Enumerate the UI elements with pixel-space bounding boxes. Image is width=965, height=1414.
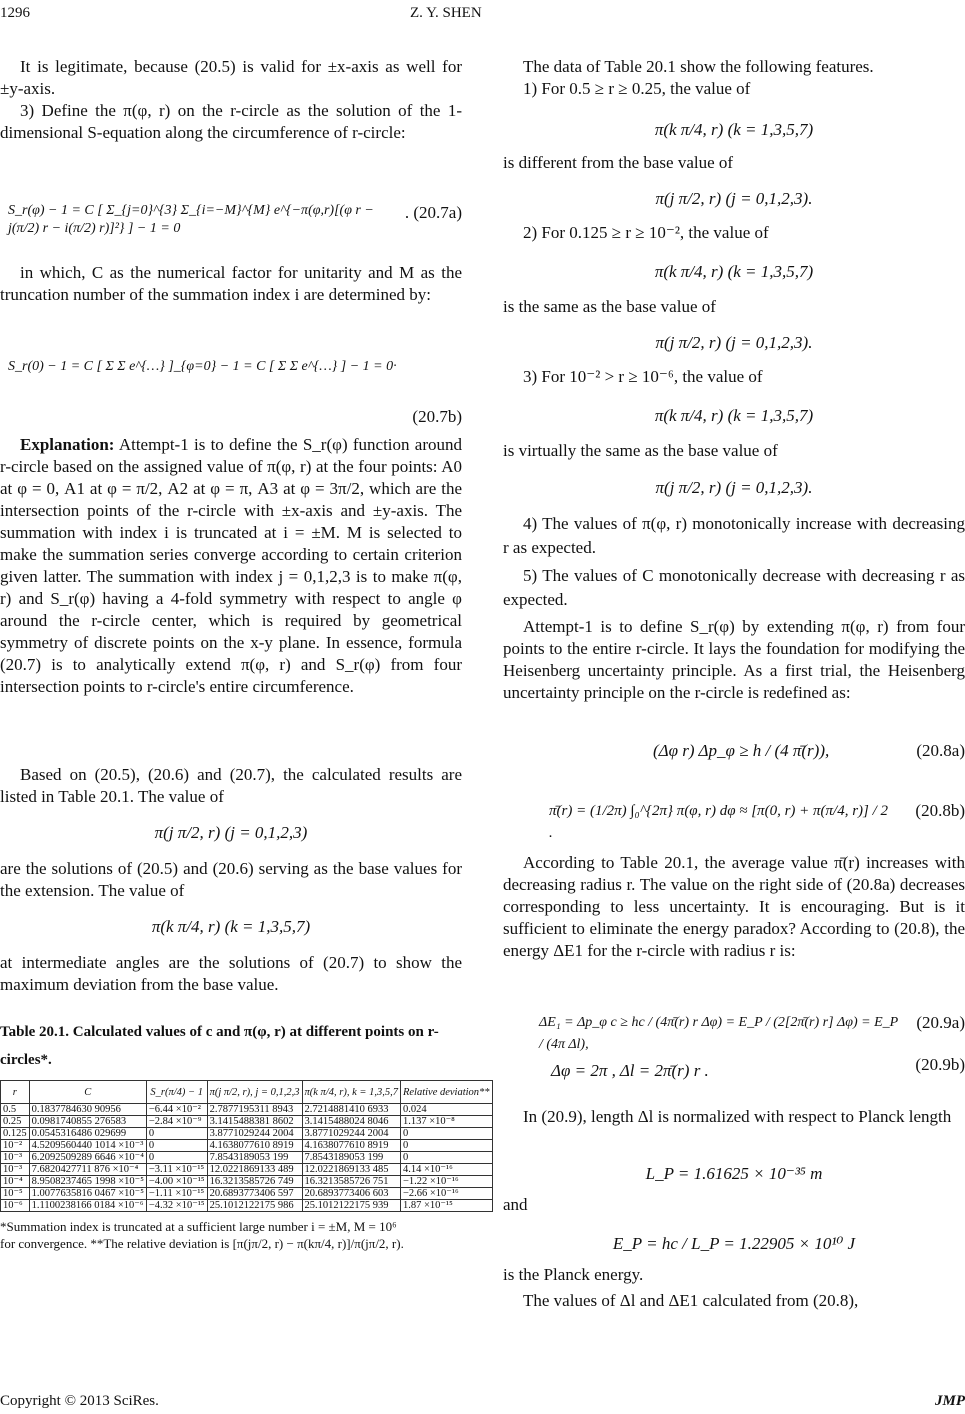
equation-20-9b: [503, 1052, 965, 1096]
table-cell: −2.84 ×10⁻⁹: [146, 1116, 207, 1128]
table-cell: 3.8771029244 2004: [207, 1128, 302, 1140]
table-header-cell: π(j π/2, r), j = 0,1,2,3: [207, 1081, 302, 1104]
table-cell: −2.66 ×10⁻¹⁶: [400, 1188, 492, 1200]
table-row: [1, 1104, 493, 1116]
equation-intermediate-values: π(k π/4, r) (k = 1,3,5,7): [151, 917, 311, 936]
paragraph: in which, C as the numerical factor for unitarity and M as the truncation number of the summation index i are determined by:: [0, 263, 462, 304]
table-cell: 0.1837784630 90956: [29, 1104, 146, 1116]
equation: π(k π/4, r) (k = 1,3,5,7): [654, 406, 814, 425]
table-header-cell: C: [29, 1081, 146, 1104]
table-cell: 1.137 ×10⁻⁸: [400, 1116, 492, 1128]
table-cell: 7.8543189053 199: [207, 1152, 302, 1164]
table-cell: 16.3213585726 751: [302, 1176, 400, 1188]
equation-20-9a: [503, 1000, 965, 1052]
table-cell: 10⁻²: [1, 1140, 30, 1152]
right-column: [503, 52, 965, 1316]
paragraph: is the same as the base value of: [503, 297, 716, 316]
table-cell: 0: [146, 1128, 207, 1140]
table-cell: 25.1012122175 986: [207, 1200, 302, 1212]
paragraph: is the Planck energy.: [503, 1265, 644, 1284]
equation-planck-length: L_P = 1.61625 × 10⁻³⁵ m: [645, 1164, 823, 1183]
table-row: [1, 1200, 493, 1212]
table-cell: 20.6893773406 603: [302, 1188, 400, 1200]
table-cell: 0.024: [400, 1104, 492, 1116]
equation-number: (20.8b): [915, 801, 965, 820]
equation-body: S_r(0) − 1 = C [ Σ Σ e^{…} ]_{φ=0} − 1 = C [ Σ Σ e^{…} ] − 1 = 0·: [8, 359, 397, 374]
table-cell: 0: [400, 1140, 492, 1152]
table-cell: 3.1415488024 8046: [302, 1116, 400, 1128]
feature-4: 4) The values of π(φ, r) monotonically increase with decreasing r as expected.: [503, 514, 965, 557]
equation-body: π̄(r) = (1/2π) ∫₀^{2π} π(φ, r) dφ ≈ [π(0, r) + π(π/4, r)] / 2 .: [549, 803, 889, 841]
equation-number: (20.8a): [916, 741, 965, 760]
table-cell: 4.1638077610 8919: [302, 1140, 400, 1152]
equation-20-7a: [0, 166, 462, 262]
table-cell: 0.25: [1, 1116, 30, 1128]
table-cell: 0: [146, 1152, 207, 1164]
table-cell: 16.3213585726 749: [207, 1176, 302, 1188]
table-cell: 0: [400, 1128, 492, 1140]
table-header-cell: S_r(π/4) − 1: [146, 1081, 207, 1104]
paragraph: 3) Define the π(φ, r) on the r-circle as the solution of the 1-dimensional S-equation along the circumference of r-circle:: [0, 101, 462, 142]
equation-20-8b: [503, 778, 965, 844]
feature-5: 5) The values of C monotonically decrease with decreasing r as expected.: [503, 566, 965, 609]
table-row: [1, 1164, 493, 1176]
table-cell: 10⁻³: [1, 1152, 30, 1164]
table-caption: Table 20.1. Calculated values of c and π(φ, r) at different points on r-circles*.: [0, 1024, 439, 1068]
paragraph: The data of Table 20.1 show the following features.: [523, 57, 874, 76]
table-cell: 4.1638077610 8919: [207, 1140, 302, 1152]
table-cell: 0.5: [1, 1104, 30, 1116]
equation-number: . (20.7a): [404, 203, 462, 222]
equation: π(j π/2, r) (j = 0,1,2,3).: [655, 189, 813, 208]
equation-body: Δφ = 2π , Δl = 2π̄(r) r .: [551, 1061, 709, 1080]
feature-3: 3) For 10⁻² > r ≥ 10⁻⁶, the value of: [523, 367, 763, 386]
footnote-line: for convergence. **The relative deviation is [π(jπ/2, r) − π(kπ/4, r)]/π(jπ/2, r).: [0, 1236, 404, 1251]
equation-body: ΔE₁ = Δp_φ c ≥ hc / (4π̄(r) r Δφ) = E_P / (2[2π̄(r) r] Δφ) = E_P / (4π Δl),: [539, 1015, 898, 1052]
table-cell: 12.0221869133 485: [302, 1164, 400, 1176]
equation-number: (20.7b): [412, 407, 462, 426]
table-body: [1, 1104, 493, 1212]
paragraph: is different from the base value of: [503, 153, 734, 172]
equation-20-7b: [0, 328, 462, 428]
table-header-cell: r: [1, 1081, 30, 1104]
table-row: [1, 1116, 493, 1128]
table-cell: 2.7877195311 8943: [207, 1104, 302, 1116]
equation: π(j π/2, r) (j = 0,1,2,3).: [655, 478, 813, 497]
paragraph: are the solutions of (20.5) and (20.6) serving as the base values for the extension. The value of: [0, 859, 462, 900]
table-row: [1, 1188, 493, 1200]
table-cell: 1.87 ×10⁻¹⁵: [400, 1200, 492, 1212]
equation: π(j π/2, r) (j = 0,1,2,3).: [655, 333, 813, 352]
table-cell: 3.1415488381 8602: [207, 1116, 302, 1128]
table-row: [1, 1128, 493, 1140]
paragraph: In (20.9), length Δl is normalized with respect to Planck length: [523, 1107, 952, 1126]
table-cell: 4.5209560440 1014 ×10⁻³: [29, 1140, 146, 1152]
paragraph: Based on (20.5), (20.6) and (20.7), the calculated results are listed in Table 20.1. The value of: [0, 765, 462, 806]
paragraph: is virtually the same as the base value of: [503, 441, 778, 460]
table-cell: −6.44 ×10⁻²: [146, 1104, 207, 1116]
paragraph: The values of Δl and ΔE1 calculated from (20.8),: [523, 1291, 859, 1310]
results-table: [0, 1080, 493, 1212]
paragraph: It is legitimate, because (20.5) is valid for ±x-axis as well for ±y-axis.: [0, 57, 462, 98]
table-header-cell: Relative deviation**: [400, 1081, 492, 1104]
equation-base-values: π(j π/2, r) (j = 0,1,2,3): [154, 823, 308, 842]
table-cell: −1.22 ×10⁻¹⁶: [400, 1176, 492, 1188]
paragraph: According to Table 20.1, the average value π̄(r) increases with decreasing radius r. The value on the right side of (20.8a) decreases corresponding to less uncertainty. It is encouraging. But is it sufficient to eliminate the energy paradox? According to (20.8), the energy ΔE1 for the r-circle with radius r is:: [503, 853, 965, 960]
table-cell: 20.6893773406 597: [207, 1188, 302, 1200]
table-cell: 1.1100238166 0184 ×10⁻⁶: [29, 1200, 146, 1212]
table-row: [1, 1140, 493, 1152]
table-cell: 0: [400, 1152, 492, 1164]
table-cell: 0.0981740855 276583: [29, 1116, 146, 1128]
table-cell: 10⁻⁴: [1, 1176, 30, 1188]
equation-20-8a: [503, 726, 965, 778]
equation: π(k π/4, r) (k = 1,3,5,7): [654, 262, 814, 281]
table-cell: 0.125: [1, 1128, 30, 1140]
table-cell: 10⁻³: [1, 1164, 30, 1176]
footer-copyright: Copyright © 2013 SciRes.: [0, 1393, 159, 1409]
table-cell: 6.2092509289 6646 ×10⁻⁴: [29, 1152, 146, 1164]
table-cell: 7.6820427711 876 ×10⁻⁴: [29, 1164, 146, 1176]
table-cell: 7.8543189053 199: [302, 1152, 400, 1164]
equation-body: (Δφ r) Δp_φ ≥ h / (4 π̄(r)),: [653, 741, 830, 760]
table-cell: 12.0221869133 489: [207, 1164, 302, 1176]
table-cell: 2.7214881410 6933: [302, 1104, 400, 1116]
table-header-cell: π(k π/4, r), k = 1,3,5,7: [302, 1081, 400, 1104]
table-cell: 25.1012122175 939: [302, 1200, 400, 1212]
table-cell: 3.8771029244 2004: [302, 1128, 400, 1140]
equation-planck-energy: E_P = hc / L_P = 1.22905 × 10¹⁰ J: [612, 1234, 856, 1253]
feature-1: 1) For 0.5 ≥ r ≥ 0.25, the value of: [523, 79, 751, 98]
table-cell: 0: [146, 1140, 207, 1152]
explanation-label: Explanation:: [20, 435, 115, 454]
paragraph: and: [503, 1195, 528, 1214]
table-row: [1, 1152, 493, 1164]
explanation-paragraph: [0, 434, 462, 764]
table-cell: 8.9508237465 1998 ×10⁻⁵: [29, 1176, 146, 1188]
left-column: [0, 52, 490, 1252]
page-number: 1296: [0, 5, 30, 21]
equation-number: (20.9b): [915, 1055, 965, 1074]
table-row: [1, 1176, 493, 1188]
running-title: Z. Y. SHEN: [410, 5, 482, 21]
equation: π(k π/4, r) (k = 1,3,5,7): [654, 120, 814, 139]
paragraph: at intermediate angles are the solutions of (20.7) to show the maximum deviation from the base value.: [0, 953, 462, 994]
table-header-row: [1, 1081, 493, 1104]
table-cell: 1.0077635816 0467 ×10⁻⁵: [29, 1188, 146, 1200]
footer-journal: JMP: [935, 1393, 965, 1409]
explanation-text: Attempt-1 is to define the S_r(φ) function around r-circle based on the assigned value of π(φ, r) at the four points: A0 at φ = 0, A1 at φ = π/2, A2 at φ = π, A3 at φ = 3π/2, which are the intersection points of the r-circle with ±x-axis and ±y-axis. The summation with index i is truncated at i = ±M. M is selected to make the summation series converge according to certain criterion given latter. The summation with index j = 0,1,2,3 is to make π(φ, r) and S_r(φ) having a 4-fold symmetry with respect to angle φ around the r-circle center, which is required by geometrical symmetry of discrete points on the x-y plane. In essence, formula (20.7) is to analytically extend π(φ, r) and S_r(φ) from four intersection points to r-circle's entire circumference.: [0, 435, 463, 696]
equation-body: S_r(φ) − 1 = C [ Σ_{j=0}^{3} Σ_{i=−M}^{M} e^{−π(φ,r)[(φ r − j(π/2) r − i(π/2) r)]²} ] − 1 = 0: [8, 203, 374, 236]
table-cell: −1.11 ×10⁻¹⁵: [146, 1188, 207, 1200]
footnote-line: *Summation index is truncated at a sufficient large number i = ±M, M = 10⁶: [0, 1219, 397, 1234]
table-cell: 0.0545316486 029699: [29, 1128, 146, 1140]
table-cell: 4.14 ×10⁻¹⁶: [400, 1164, 492, 1176]
table-footnote: [0, 1218, 462, 1252]
table-cell: −4.00 ×10⁻¹⁵: [146, 1176, 207, 1188]
paragraph: Attempt-1 is to define S_r(φ) by extending π(φ, r) from four points to the entire r-circle. It lays the foundation for modifying the Heisenberg uncertainty principle. As a first trial, the Heisenberg uncertainty principle on the r-circle is redefined as:: [503, 617, 965, 702]
table-cell: 10⁻⁶: [1, 1200, 30, 1212]
feature-2: 2) For 0.125 ≥ r ≥ 10⁻², the value of: [523, 223, 769, 242]
table-cell: 10⁻⁵: [1, 1188, 30, 1200]
table-cell: −3.11 ×10⁻¹⁵: [146, 1164, 207, 1176]
equation-number: (20.9a): [916, 1013, 965, 1032]
table-cell: −4.32 ×10⁻¹⁵: [146, 1200, 207, 1212]
